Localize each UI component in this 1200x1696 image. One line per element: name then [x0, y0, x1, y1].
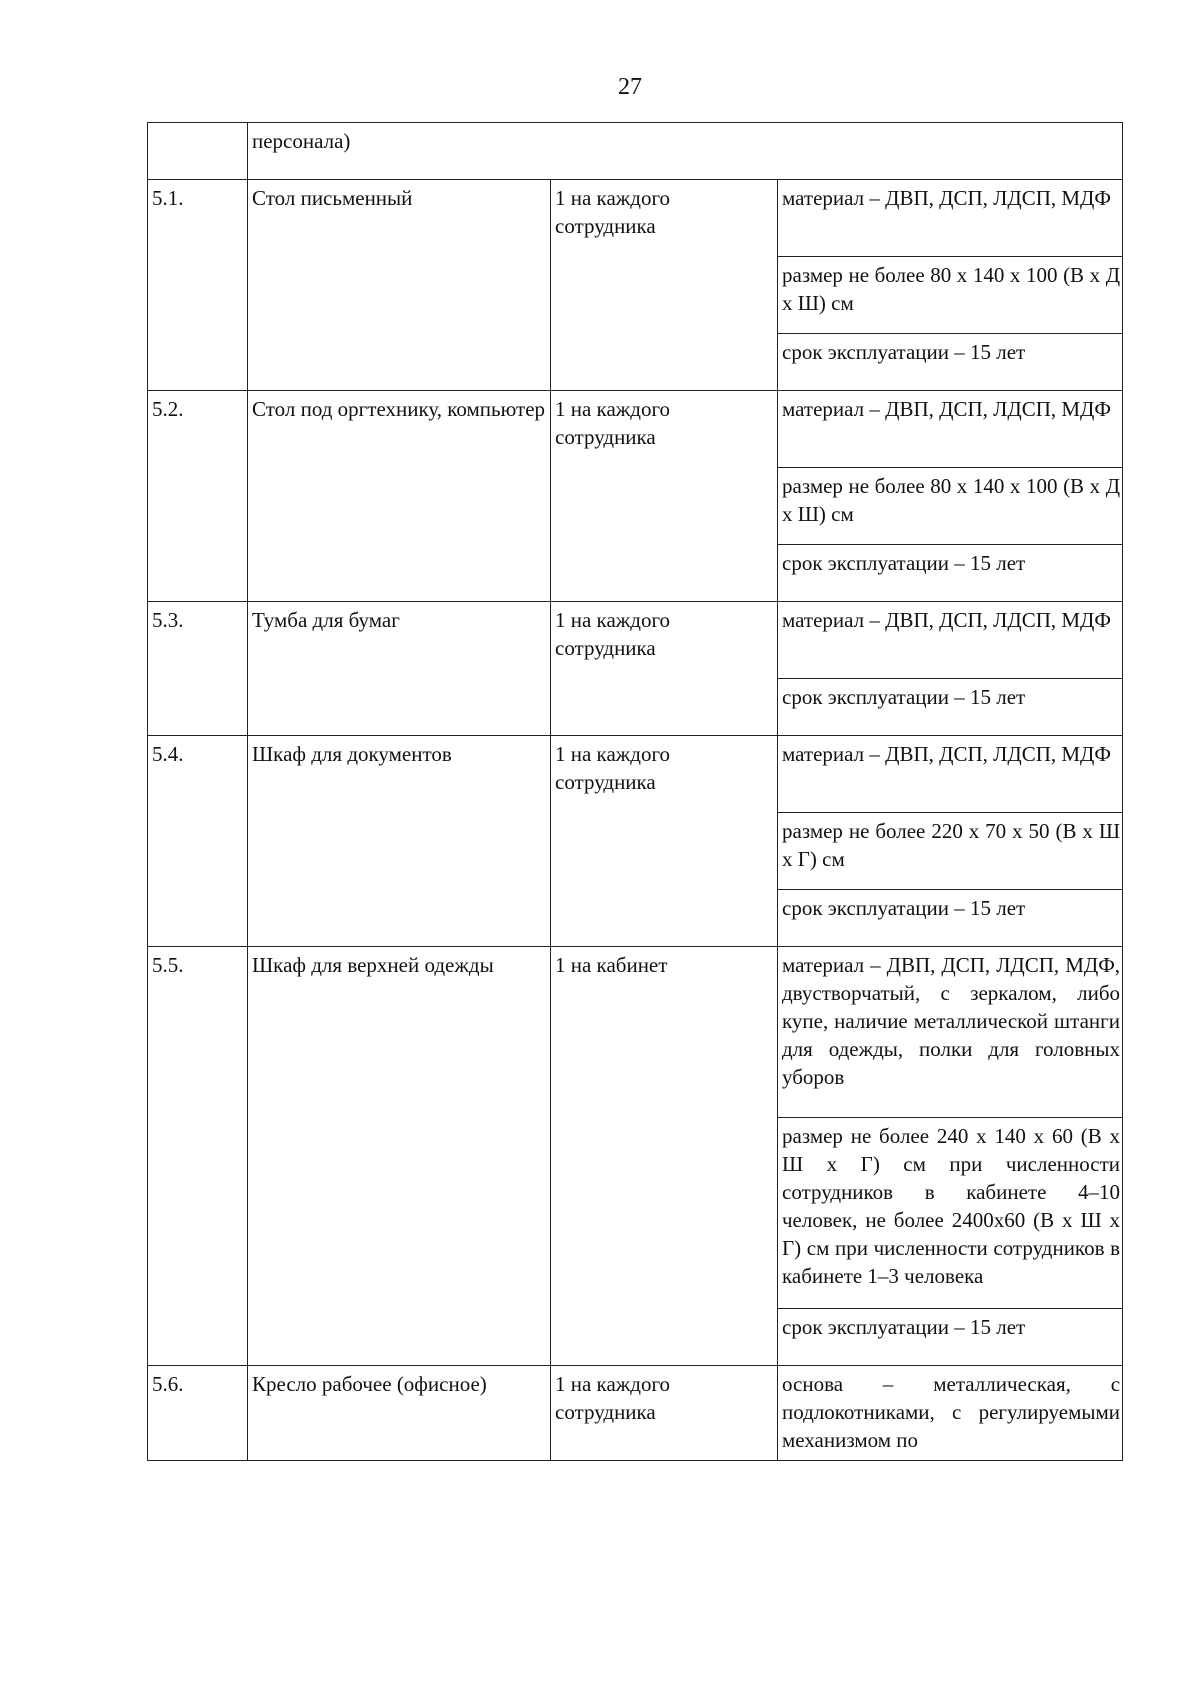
item-name-cell: Стол письменный [248, 180, 551, 391]
table-row [148, 180, 1123, 257]
table-row [148, 736, 1123, 813]
requirement-cell: срок эксплуатации – 15 лет [778, 545, 1123, 602]
quantity-cell: 1 на кабинет [551, 947, 778, 1366]
continued-header-cell: персонала) [248, 123, 1123, 180]
requirement-cell: срок эксплуатации – 15 лет [778, 679, 1123, 736]
table-row [148, 123, 1123, 180]
item-name-cell: Шкаф для верхней одежды [248, 947, 551, 1366]
quantity-cell: 1 на каждого сотрудника [551, 180, 778, 391]
requirement-cell: материал – ДВП, ДСП, ЛДСП, МДФ [778, 391, 1123, 468]
quantity-cell: 1 на каждого сотрудника [551, 736, 778, 947]
requirement-cell: срок эксплуатации – 15 лет [778, 334, 1123, 391]
requirement-cell: размер не более 220 х 70 х 50 (В х Ш х Г) см [778, 813, 1123, 890]
item-name-cell: Кресло рабочее (офисное) [248, 1366, 551, 1461]
row-number-cell: 5.4. [148, 736, 248, 947]
table-row [148, 602, 1123, 679]
requirement-cell: материал – ДВП, ДСП, ЛДСП, МДФ, двустворчатый, с зеркалом, либо купе, наличие металлической штанги для одежды, полки для головных уборов [778, 947, 1123, 1118]
row-number-cell [148, 123, 248, 180]
requirement-cell: материал – ДВП, ДСП, ЛДСП, МДФ [778, 736, 1123, 813]
row-number-cell: 5.3. [148, 602, 248, 736]
requirement-cell: материал – ДВП, ДСП, ЛДСП, МДФ [778, 602, 1123, 679]
item-name-cell: Стол под оргтехнику, компьютер [248, 391, 551, 602]
requirement-cell: основа – металлическая, с подлокотниками, с регулируемыми механизмом по [778, 1366, 1123, 1461]
requirement-cell: срок эксплуатации – 15 лет [778, 890, 1123, 947]
furniture-spec-table [147, 122, 1123, 1461]
row-number-cell: 5.2. [148, 391, 248, 602]
page-number: 27 [618, 74, 642, 100]
table-row [148, 391, 1123, 468]
row-number-cell: 5.1. [148, 180, 248, 391]
quantity-cell: 1 на каждого сотрудника [551, 391, 778, 602]
table-row [148, 1366, 1123, 1461]
requirement-cell: размер не более 240 х 140 х 60 (В х Ш х Г) см при численности сотрудников в кабинете 4–10 человек, не более 2400х60 (В х Ш х Г) см при численности сотрудников в кабинете 1–3 человека [778, 1118, 1123, 1309]
quantity-cell: 1 на каждого сотрудника [551, 1366, 778, 1461]
requirement-cell: срок эксплуатации – 15 лет [778, 1309, 1123, 1366]
requirement-cell: материал – ДВП, ДСП, ЛДСП, МДФ [778, 180, 1123, 257]
row-number-cell: 5.6. [148, 1366, 248, 1461]
quantity-cell: 1 на каждого сотрудника [551, 602, 778, 736]
row-number-cell: 5.5. [148, 947, 248, 1366]
table-row [148, 947, 1123, 1118]
requirement-cell: размер не более 80 х 140 х 100 (В х Д х Ш) см [778, 468, 1123, 545]
item-name-cell: Шкаф для документов [248, 736, 551, 947]
item-name-cell: Тумба для бумаг [248, 602, 551, 736]
requirement-cell: размер не более 80 х 140 х 100 (В х Д х Ш) см [778, 257, 1123, 334]
